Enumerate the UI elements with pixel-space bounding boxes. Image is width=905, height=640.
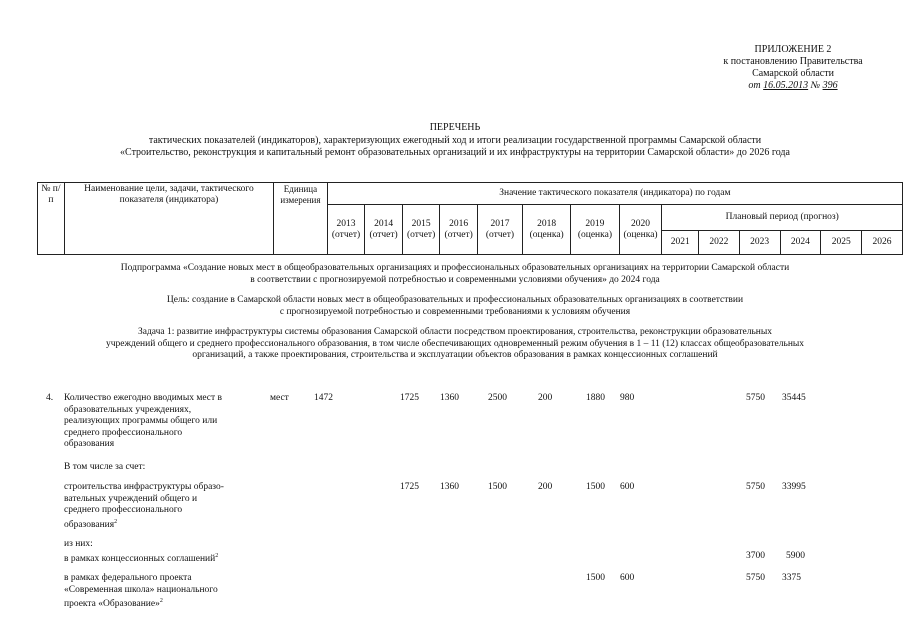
plan-year-header: 2025 [821, 231, 862, 255]
year-header: 2016 (отчет) [440, 205, 478, 255]
value-2020: 980 [620, 393, 635, 403]
year-header: 2013 (отчет) [327, 205, 365, 255]
appendix-line: Самарской области [752, 68, 834, 79]
value-2018: 200 [538, 393, 553, 403]
planned-period-header: Плановый период (прогноз) [662, 205, 903, 231]
year-header: 2020 (оценка) [619, 205, 662, 255]
value-2017: 1500 [488, 482, 507, 492]
value-2016: 1360 [440, 482, 459, 492]
row-label: в рамках федерального проекта «Современная школа» национального проекта «Образование»$^2$ [64, 573, 218, 610]
year-header: 2015 (отчет) [402, 205, 440, 255]
goal-text: Цель: создание в Самарской области новых мест в общеобразовательных и профессиональных образовательных организациях в соответствии с прогнозируемой потребностью и современными требованиями к условиям обучения [166, 295, 744, 317]
plan-year-header: 2022 [698, 231, 739, 255]
plan-year-header: 2021 [662, 231, 698, 255]
document-heading [40, 122, 870, 160]
plan-year-header: 2023 [739, 231, 780, 255]
row-label: из них: в рамках концессионных соглашений$^2$ [64, 539, 219, 564]
indicators-table-header [37, 182, 903, 255]
value-2023: 5750 [746, 482, 765, 492]
value-2024: 33995 [782, 482, 806, 492]
appendix-title: ПРИЛОЖЕНИЕ 2 [754, 44, 832, 55]
value-2015: 1725 [400, 482, 419, 492]
value-2020: 600 [620, 482, 635, 492]
appendix-line: к постановлению Правительства [723, 56, 863, 67]
plan-year-header: 2024 [780, 231, 821, 255]
value-2024: 35445 [782, 393, 806, 403]
value-2019: 1880 [586, 393, 605, 403]
value-2017: 2500 [488, 393, 507, 403]
year-header: 2019 (оценка) [571, 205, 619, 255]
subprogram-text: Подпрограмма «Создание новых мест в общеобразовательных организациях и профессиональных образовательных организациях на территории Самарской области в соответствии с прогнозируемой потребностью и современными условиями обучения» до 2024 года [120, 263, 790, 285]
row-number: 4. [46, 393, 54, 403]
value-2019: 1500 [586, 573, 605, 583]
value-2023: 3700 [746, 551, 765, 561]
document-title: ПЕРЕЧЕНЬ [429, 122, 481, 133]
year-header: 2014 (отчет) [365, 205, 403, 255]
plan-year-header: 2026 [862, 231, 903, 255]
value-2018: 200 [538, 482, 553, 492]
col-num-header: № п/п [38, 183, 65, 255]
value-2023: 5750 [746, 573, 765, 583]
value-2024: 5900 [786, 551, 805, 561]
row-label: В том числе за счет: [64, 462, 146, 472]
value-2023: 5750 [746, 393, 765, 403]
appendix-block [708, 44, 878, 92]
value-2020: 600 [620, 573, 635, 583]
appendix-date: от 16.05.2013 № 396 [748, 80, 838, 91]
date-value: 16.05.2013 [763, 80, 809, 91]
task-text: Задача 1: развитие инфраструктуры системы образования Самарской области посредством проектирования, строительства, реконструкции образовательных учреждений общего и среднего профессионального образования, в том числе обеспечивающих одновременный режим обучения в 1 – 11 (12) классах общеобразовательных организаций, а также проектирования, строительства и эксплуатации объектов образования в рамках концессионных соглашений [105, 327, 805, 360]
heading-line: «Строительство, реконструкция и капитальный ремонт образовательных организаций и их инфраструктуры на территории Самарской области» до 2026 года [120, 147, 790, 158]
value-2024: 3375 [782, 573, 801, 583]
row-label: Количество ежегодно вводимых мест в образовательных учреждениях, реализующих программы общего или среднего профессионального образования [64, 393, 223, 449]
col-name-header: Наименование цели, задачи, тактического показателя (индикатора) [64, 183, 273, 255]
heading-line: тактических показателей (индикаторов), характеризующих ежегодный ход и итоги реализации государственной программы Самарской области [148, 134, 762, 146]
value-2013: 1472 [314, 393, 333, 403]
value-2019: 1500 [586, 482, 605, 492]
row-label: строительства инфраструктуры образо- вательных учреждений общего и среднего профессионального образования$^2$ [64, 482, 224, 530]
number-value: 396 [822, 80, 838, 91]
year-header: 2017 (отчет) [477, 205, 522, 255]
col-values-header: Значение тактического показателя (индикатора) по годам [327, 183, 902, 205]
value-2015: 1725 [400, 393, 419, 403]
year-header: 2018 (оценка) [523, 205, 571, 255]
row-unit: мест [270, 393, 289, 403]
value-2016: 1360 [440, 393, 459, 403]
col-unit-header: Единица измерения [274, 183, 328, 255]
